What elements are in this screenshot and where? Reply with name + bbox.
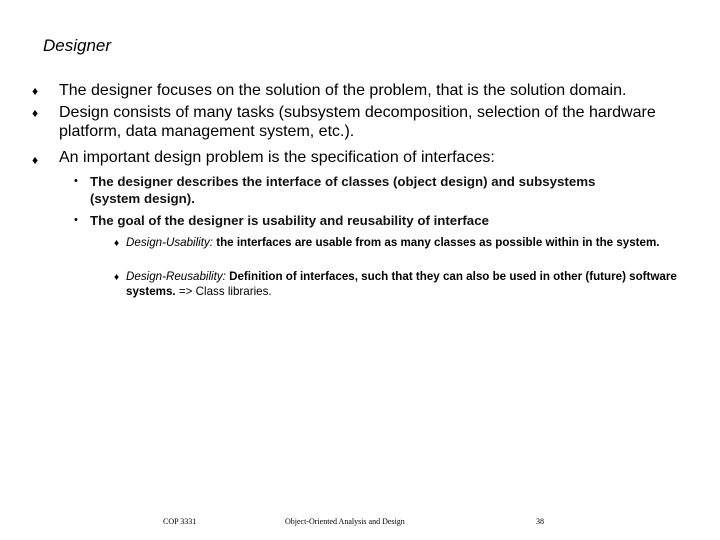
bullet-design-tasks: Design consists of many tasks (subsystem decomposition, selection of the hardware platform, data management system, etc.). [59, 104, 656, 140]
design-reusability-item [126, 269, 691, 299]
sub-bullet-class-interface: The designer describes the interface of classes (object design) and subsystems (system design). [90, 174, 596, 206]
footer-course: COP 3331 [163, 517, 197, 526]
dot-bullet-icon: • [74, 175, 78, 187]
slide-title: Designer [43, 36, 112, 55]
design-reusability-text: Definition of interfaces, such that they can also be used in other (future) software systems. [126, 270, 677, 298]
bullet-solution-domain: The designer focuses on the solution of the problem, that is the solution domain. [59, 82, 627, 99]
diamond-bullet-icon: ♦ [32, 153, 39, 167]
footer-page-number: 38 [536, 517, 544, 526]
diamond-bullet-icon: ♦ [114, 238, 120, 249]
diamond-bullet-icon: ♦ [32, 84, 39, 98]
diamond-bullet-icon: ♦ [114, 272, 120, 283]
design-usability-term: Design-Usability: [126, 236, 213, 249]
design-usability-text: the interfaces are usable from as many classes as possible within in the system. [212, 236, 660, 249]
design-reusability-term: Design-Reusability: [126, 270, 226, 283]
bullet-interfaces: An important design problem is the specification of interfaces: [59, 149, 495, 166]
class-libraries-text: => Class libraries. [175, 285, 272, 298]
diamond-bullet-icon: ♦ [32, 106, 39, 120]
sub-bullet-usability-goal: The goal of the designer is usability and reusability of interface [90, 213, 489, 228]
dot-bullet-icon: • [74, 214, 78, 226]
footer-subject: Object-Oriented Analysis and Design [285, 517, 405, 526]
design-usability-item [126, 235, 696, 250]
